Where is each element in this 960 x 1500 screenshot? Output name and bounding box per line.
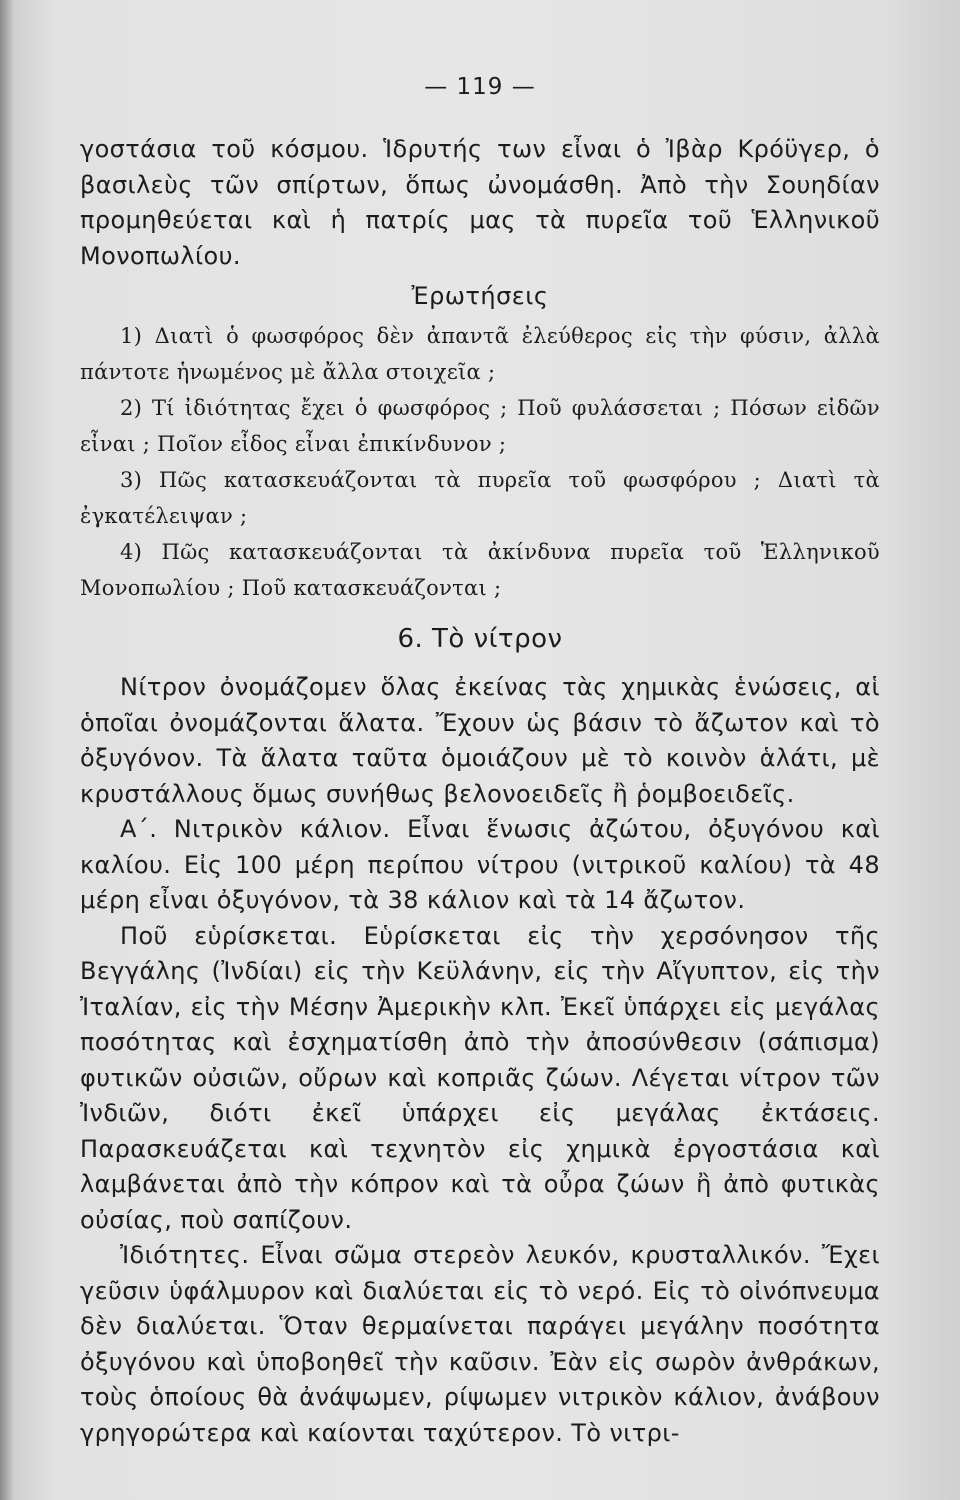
where-found-title: Ποῦ εὑρίσκεται. xyxy=(120,921,338,950)
properties-title: Ἰδιότητες. xyxy=(120,1241,250,1269)
definition-paragraph: Νίτρον ὀνομάζομεν ὅλας ἐκείνας τὰς χημικὰς ἑνώσεις, αἱ ὁποῖαι ὀνομάζονται ἅλατα. Ἔχουν ὡς βάσιν τὸ ἄζωτον καὶ τὸ ὀξυγόνον. Τὰ ἅλατα ταῦτα ὁμοιάζουν μὲ τὸ κοινὸν ἁλάτι, μὲ κρυστάλλους ὅμως συνήθως βελονοειδεῖς ἢ ῥομβοειδεῖς. xyxy=(80,673,880,808)
properties-text: Εἶναι σῶμα στερεὸν λευκόν, κρυσταλλικόν. Ἔχει γεῦσιν ὑφάλμυρον καὶ διαλύεται εἰς τὸ νερό. Εἰς τὸ οἰνόπνευμα δὲν διαλύεται. Ὅταν θερμαίνεται παράγει μεγάλην ποσότητα ὀξυγόνου καὶ ὑποβοηθεῖ τὴν καῦσιν. Ἐὰν εἰς σωρὸν ἀνθράκων, τοὺς ὁποίους θὰ ἀνάψωμεν, ρίψωμεν νιτρικὸν κάλιον, ἀνάβουν γρηγορώτερα καὶ καίονται ταχύτερον. Τὸ νιτρι- xyxy=(80,1241,881,1447)
page-text xyxy=(80,132,880,1451)
potassium-nitrate-text: Εἶναι ἕνωσις ἀζώτου, ὀξυγόνου καὶ καλίου. Εἰς 100 μέρη περίπου νίτρου (νιτρικοῦ καλίου) τὰ 48 μέρη εἶναι ὀξυγόνον, τὰ 38 κάλιον καὶ τὰ 14 ἄζωτον. xyxy=(80,815,880,914)
where-found-text: Εὑρίσκεται εἰς τὴν χερσόνησον τῆς Βεγγάλης (Ἰνδίαι) εἰς τὴν Κεϋλάνην, εἰς τὴν Αἴγυπτον, εἰς τὴν Ἰταλίαν, εἰς τὴν Μέσην Ἀμερικὴν κλπ. Ἐκεῖ ὑπάρχει εἰς μεγάλας ποσότητας καὶ ἐσχηματίσθη ἀπὸ τὴν ἀποσύνθεσιν (σάπισμα) φυτικῶν οὐσιῶν, οὔρων καὶ κοπριᾶς ζώων. Λέγεται νίτρον τῶν Ἰνδιῶν, διότι ἐκεῖ ὑπάρχει εἰς μεγάλας ἐκτάσεις. Παρασκευάζεται καὶ τεχνητὸν εἰς χημικὰ ἐργοστάσια καὶ λαμβάνεται ἀπὸ τὴν κόπρον καὶ τὰ οὖρα ζώων ἢ ἀπὸ φυτικὰς οὐσίας, ποὺ σαπίζουν. xyxy=(80,921,880,1234)
properties-paragraph xyxy=(80,1238,880,1451)
page-binding-shadow xyxy=(0,0,14,1500)
intro-paragraph: γοστάσια τοῦ κόσμου. Ἱδρυτής των εἶναι ὁ Ἰβὰρ Κρόϋγερ, ὁ βασιλεὺς τῶν σπίρτων, ὅπως ὠνομάσθη. Ἀπὸ τὴν Σουηδίαν προμηθεύεται καὶ ἡ πατρίς μας τὰ πυρεῖα τοῦ Ἑλληνικοῦ Μονοπωλίου. xyxy=(80,135,880,270)
where-found-paragraph xyxy=(80,919,880,1239)
question-1: 1) Διατὶ ὁ φωσφόρος δὲν ἀπαντᾶ ἐλεύθερος εἰς τὴν φύσιν, ἀλλὰ πάντοτε ἡνωμένος μὲ ἄλλα στοιχεῖα ; xyxy=(80,324,880,384)
potassium-nitrate-paragraph xyxy=(80,812,880,919)
questions-heading: Ἐρωτήσεις xyxy=(411,282,549,310)
question-2: 2) Τί ἰδιότητας ἔχει ὁ φωσφόρος ; Ποῦ φυλάσσεται ; Πόσων εἰδῶν εἶναι ; Ποῖον εἶδος εἶναι ἐπικίνδυνον ; xyxy=(80,396,880,456)
page-number: — 119 — xyxy=(424,74,536,100)
question-3: 3) Πῶς κατασκευάζονται τὰ πυρεῖα τοῦ φωσφόρου ; Διατὶ τὰ ἐγκατέλειψαν ; xyxy=(80,468,880,528)
question-4: 4) Πῶς κατασκευάζονται τὰ ἀκίνδυνα πυρεῖα τοῦ Ἑλληνικοῦ Μονοπωλίου ; Ποῦ κατασκευάζονται ; xyxy=(80,540,880,600)
section-heading: 6. Τὸ νίτρον xyxy=(397,624,563,654)
potassium-nitrate-title: Α΄. Νιτρικὸν κάλιον. xyxy=(120,815,391,843)
